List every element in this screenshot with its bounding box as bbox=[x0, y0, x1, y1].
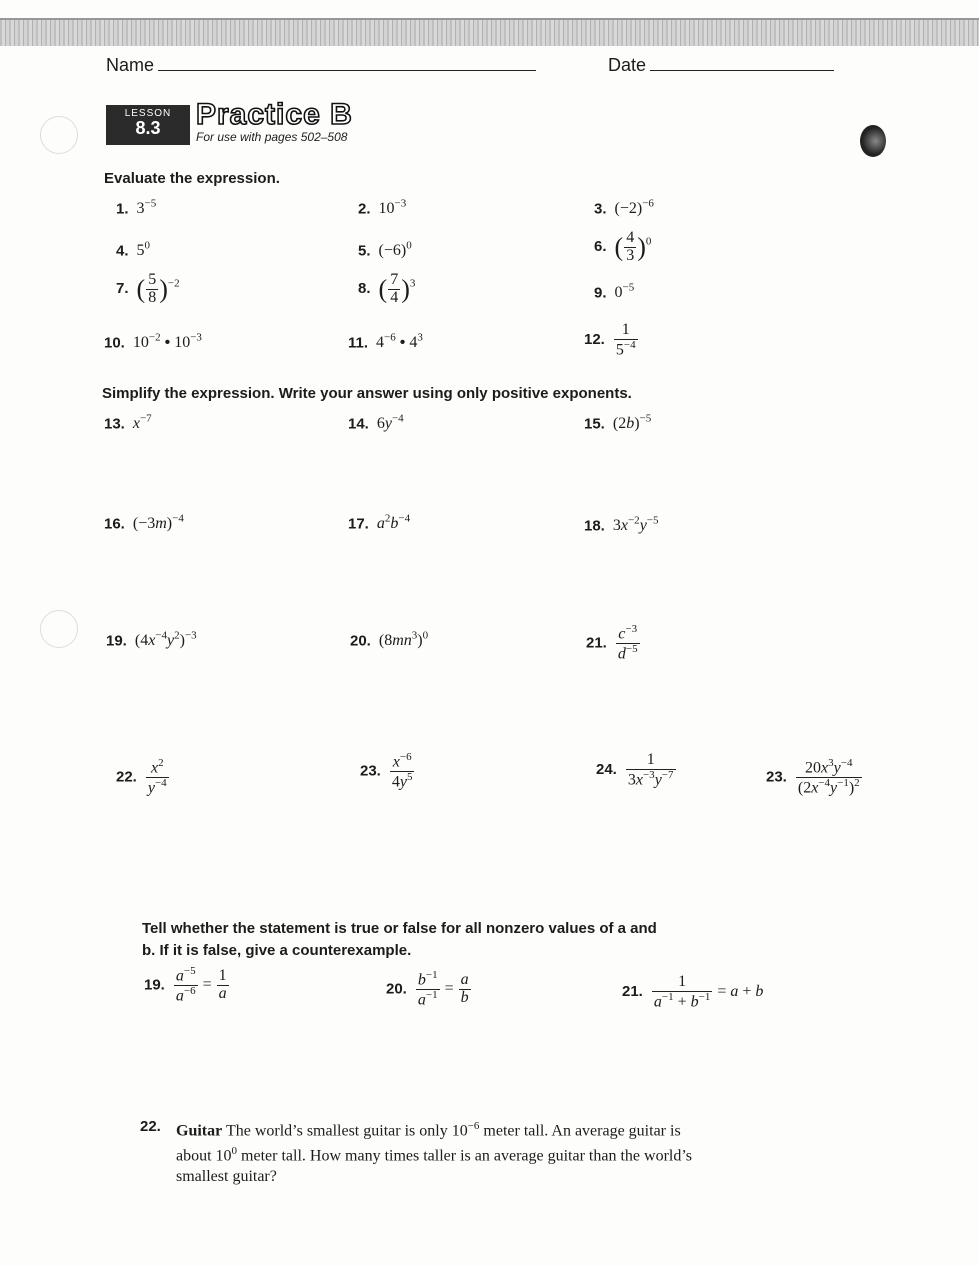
problem-13: 13. $x^{-7}$ bbox=[104, 413, 152, 433]
problem-number: 2. bbox=[358, 200, 371, 218]
guitar-problem: Guitar The world’s smallest guitar is only $10^{-6}$ meter tall. An average guitar is about $10^0$ meter tall. How many times taller is an average guitar than the world’s smallest guitar? bbox=[176, 1120, 693, 1185]
problem-number: 23. bbox=[766, 768, 787, 786]
scanned-top-band bbox=[0, 18, 979, 46]
problem-number: 12. bbox=[584, 331, 605, 349]
problem-11: 11. $4^{-6}$ • $4^3$ bbox=[348, 332, 423, 352]
problem-number: 23. bbox=[360, 762, 381, 780]
problem-number: 21. bbox=[586, 634, 607, 652]
problem-16: 16. $(-3m)^{-4}$ bbox=[104, 513, 184, 533]
problem-number: 15. bbox=[584, 415, 605, 433]
problem-number: 16. bbox=[104, 515, 125, 533]
page-subtitle: For use with pages 502–508 bbox=[196, 130, 348, 144]
problem-22-number: 22. bbox=[140, 1118, 161, 1135]
problem-number: 19. bbox=[106, 632, 127, 650]
section-evaluate-heading: Evaluate the expression. bbox=[104, 170, 280, 187]
problem-4: 4. $5^0$ bbox=[116, 240, 151, 260]
problem-1: 1. $3^{-5}$ bbox=[116, 198, 157, 218]
binder-hole-2 bbox=[40, 610, 78, 648]
problem-21: 21. $\frac{c^{-3}}{d^{-5}}$ bbox=[586, 623, 638, 663]
section-simplify-heading: Simplify the expression. Write your answer using only positive exponents. bbox=[102, 385, 632, 402]
date-field[interactable] bbox=[650, 70, 834, 71]
problem-number: 14. bbox=[348, 415, 369, 433]
statement-21: 21. $\frac{1}{a^{-1} + b^{-1}}$ = a + b bbox=[622, 973, 764, 1011]
problem-24: 24. $\frac{1}{3x^{-3}y^{-7}}$ bbox=[596, 751, 674, 789]
problem-number: 24. bbox=[596, 761, 617, 779]
problem-6: 6. ( $\frac{4}{3}$ )$^0$ bbox=[594, 229, 652, 264]
name-field[interactable] bbox=[158, 70, 536, 71]
problem-number: 17. bbox=[348, 515, 369, 533]
problem-22: 22. $\frac{x^2}{y^{-4}}$ bbox=[116, 757, 167, 797]
problem-number: 22. bbox=[116, 768, 137, 786]
statement-19: 19. $\frac{a^{-5}}{a^{-6}}$ = $\frac{1}{a}$ bbox=[144, 965, 227, 1005]
lesson-tag: LESSON bbox=[124, 108, 172, 119]
problem-number: 9. bbox=[594, 284, 607, 302]
problem-number: 3. bbox=[594, 200, 607, 218]
problem-14: 14. $6y^{-4}$ bbox=[348, 413, 404, 433]
problem-23: 23. $\frac{x^{-6}}{4y^5}$ bbox=[360, 751, 413, 791]
problem-number: 4. bbox=[116, 242, 129, 260]
lesson-number: 8.3 bbox=[135, 118, 161, 138]
lesson-badge bbox=[106, 105, 190, 145]
problem-number: 19. bbox=[144, 976, 165, 994]
problem-number: 21. bbox=[622, 983, 643, 1001]
problem-number: 13. bbox=[104, 415, 125, 433]
problem-number: 6. bbox=[594, 237, 607, 255]
problem-2: 2. $10^{-3}$ bbox=[358, 198, 407, 218]
problem-number: 18. bbox=[584, 517, 605, 535]
problem-number: 20. bbox=[386, 980, 407, 998]
name-label: Name bbox=[106, 55, 155, 75]
scan-mark-icon bbox=[860, 125, 886, 157]
problem-20: 20. $(8mn^3)^0$ bbox=[350, 630, 429, 650]
problem-5: 5. $(-6)^0$ bbox=[358, 240, 412, 260]
problem-8: 8. ( $\frac{7}{4}$ )$^3$ bbox=[358, 271, 416, 306]
statement-20: 20. $\frac{b^{-1}}{a^{-1}}$ = $\frac{a}{b}$ bbox=[386, 969, 469, 1009]
problem-23b: 23. $\frac{20x^3y^{-4}}{(2x^{-4}y^{-1})^2}$ bbox=[766, 757, 860, 797]
problem-12: 12. $\frac{1}{5^{-4}}$ bbox=[584, 321, 636, 359]
problem-number: 20. bbox=[350, 632, 371, 650]
problem-17: 17. $a^2b^{-4}$ bbox=[348, 513, 411, 533]
problem-number: 7. bbox=[116, 279, 129, 297]
problem-10: 10. $10^{-2}$ • $10^{-3}$ bbox=[104, 332, 202, 352]
date-label: Date bbox=[608, 55, 647, 75]
problem-number: 11. bbox=[348, 334, 369, 352]
page-title: Practice B bbox=[196, 98, 353, 131]
section-truefalse-heading-2: b. If it is false, give a counterexample. bbox=[142, 942, 412, 959]
problem-3: 3. $(-2)^{-6}$ bbox=[594, 198, 654, 218]
problem-number: 5. bbox=[358, 242, 371, 260]
problem-9: 9. $0^{-5}$ bbox=[594, 282, 635, 302]
problem-7: 7. ( $\frac{5}{8}$ )$^{-2}$ bbox=[116, 271, 180, 306]
problem-19: 19. $(4x^{-4}y^2)^{-3}$ bbox=[106, 630, 197, 650]
problem-15: 15. $(2b)^{-5}$ bbox=[584, 413, 652, 433]
guitar-label: Guitar bbox=[176, 1122, 223, 1140]
problem-18: 18. $3x^{-2}y^{-5}$ bbox=[584, 515, 659, 535]
binder-hole-1 bbox=[40, 116, 78, 154]
section-truefalse-heading-1: Tell whether the statement is true or false for all nonzero values of a and bbox=[142, 920, 657, 937]
problem-number: 8. bbox=[358, 279, 371, 297]
problem-number: 1. bbox=[116, 200, 129, 218]
problem-number: 10. bbox=[104, 334, 125, 352]
